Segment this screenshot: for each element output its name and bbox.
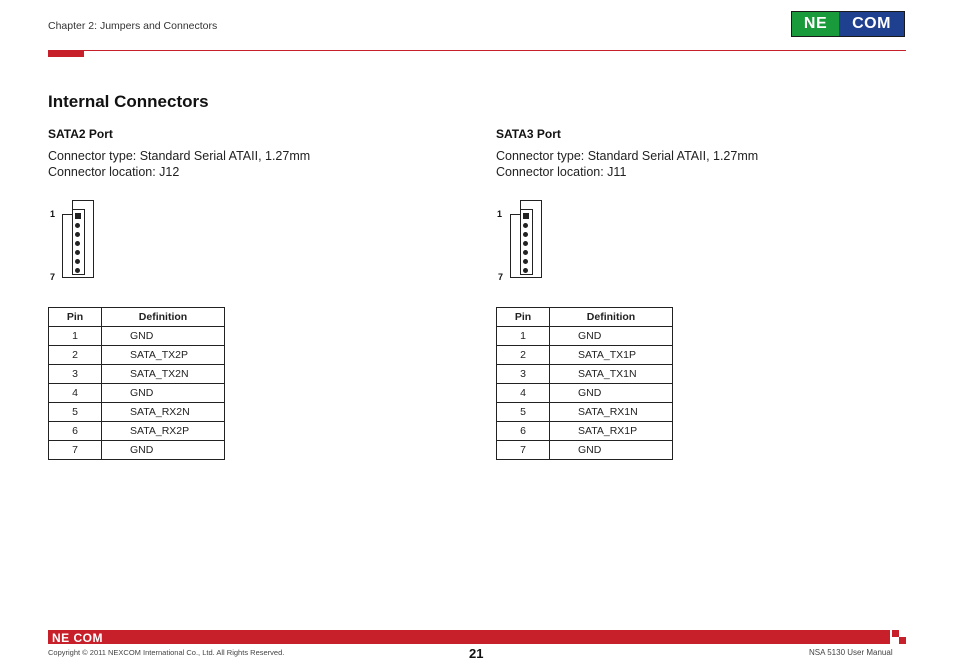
col-pin-header: Pin — [49, 308, 102, 327]
pin-cell: 3 — [497, 365, 550, 384]
footer-square-icon — [892, 630, 899, 637]
pin-cell: 7 — [49, 441, 102, 460]
logo-ne: NE — [792, 12, 839, 36]
definition-cell: GND — [102, 327, 225, 346]
table-row — [49, 365, 225, 384]
definition-cell: GND — [550, 327, 673, 346]
table-row — [497, 327, 673, 346]
pin-cell: 2 — [497, 346, 550, 365]
definition-cell: GND — [102, 384, 225, 403]
col-definition-header: Definition — [550, 308, 673, 327]
table-row — [497, 384, 673, 403]
sata3-connector-diagram — [510, 200, 542, 278]
sata3-pin-first-label: 1 — [497, 209, 503, 219]
definition-cell: GND — [102, 441, 225, 460]
header-tab — [48, 50, 84, 57]
pin-dot — [75, 259, 80, 264]
table-header-row — [49, 308, 225, 327]
footer-square-icon — [899, 637, 906, 644]
pin-cell: 1 — [497, 327, 550, 346]
pin-cell: 5 — [49, 403, 102, 422]
footer-bar — [48, 630, 890, 644]
table-row — [49, 384, 225, 403]
definition-cell: SATA_TX2P — [102, 346, 225, 365]
pin-dot — [523, 259, 528, 264]
sata3-title: SATA3 Port — [496, 127, 561, 141]
pin-cell: 2 — [49, 346, 102, 365]
table-row — [497, 365, 673, 384]
sata3-pin-table — [496, 307, 673, 460]
pin-dot — [75, 241, 80, 246]
sata2-location: Connector location: J12 — [48, 165, 180, 179]
pin-cell: 3 — [49, 365, 102, 384]
table-header-row — [497, 308, 673, 327]
col-definition-header: Definition — [102, 308, 225, 327]
pin-cell: 6 — [49, 422, 102, 441]
table-row — [497, 441, 673, 460]
pin-1-square — [523, 213, 529, 219]
table-row — [49, 346, 225, 365]
definition-cell: SATA_TX1P — [550, 346, 673, 365]
pin-dot — [75, 232, 80, 237]
logo-com: COM — [839, 12, 904, 36]
sata3-type: Connector type: Standard Serial ATAII, 1.27mm — [496, 149, 759, 163]
pin-1-square — [75, 213, 81, 219]
table-row — [49, 422, 225, 441]
table-row — [49, 441, 225, 460]
definition-cell: GND — [550, 384, 673, 403]
manual-title: NSA 5130 User Manual — [809, 648, 893, 657]
pin-cell: 1 — [49, 327, 102, 346]
definition-cell: SATA_TX2N — [102, 365, 225, 384]
table-row — [497, 346, 673, 365]
footer-logo: NE COM — [52, 631, 103, 645]
pin-dot — [523, 232, 528, 237]
connector-pin-row — [72, 209, 85, 275]
pin-dot — [523, 250, 528, 255]
sata2-type: Connector type: Standard Serial ATAII, 1.27mm — [48, 149, 311, 163]
pin-dot — [75, 250, 80, 255]
header-rule — [48, 50, 906, 51]
definition-cell: SATA_TX1N — [550, 365, 673, 384]
pin-dot — [75, 223, 80, 228]
definition-cell: SATA_RX1N — [550, 403, 673, 422]
pin-cell: 5 — [497, 403, 550, 422]
sata2-pin-table — [48, 307, 225, 460]
definition-cell: SATA_RX2P — [102, 422, 225, 441]
sata2-pin-first-label: 1 — [50, 209, 56, 219]
sata2-title: SATA2 Port — [48, 127, 113, 141]
nexcom-logo — [791, 11, 905, 37]
page-number: 21 — [469, 646, 484, 661]
sata2-pin-last-label: 7 — [50, 272, 56, 282]
pin-cell: 7 — [497, 441, 550, 460]
connector-pin-row — [520, 209, 533, 275]
chapter-title: Chapter 2: Jumpers and Connectors — [48, 20, 218, 32]
sata3-location: Connector location: J11 — [496, 165, 627, 179]
pin-cell: 4 — [497, 384, 550, 403]
table-row — [49, 403, 225, 422]
sata2-connector-diagram — [62, 200, 94, 278]
pin-dot — [75, 268, 80, 273]
table-row — [497, 403, 673, 422]
copyright-text: Copyright © 2011 NEXCOM International Co., Ltd. All Rights Reserved. — [48, 648, 285, 657]
pin-dot — [523, 241, 528, 246]
sata3-pin-last-label: 7 — [498, 272, 504, 282]
col-pin-header: Pin — [497, 308, 550, 327]
pin-cell: 6 — [497, 422, 550, 441]
definition-cell: SATA_RX1P — [550, 422, 673, 441]
definition-cell: GND — [550, 441, 673, 460]
table-row — [497, 422, 673, 441]
section-title: Internal Connectors — [48, 92, 209, 111]
table-row — [49, 327, 225, 346]
definition-cell: SATA_RX2N — [102, 403, 225, 422]
pin-dot — [523, 223, 528, 228]
pin-dot — [523, 268, 528, 273]
pin-cell: 4 — [49, 384, 102, 403]
